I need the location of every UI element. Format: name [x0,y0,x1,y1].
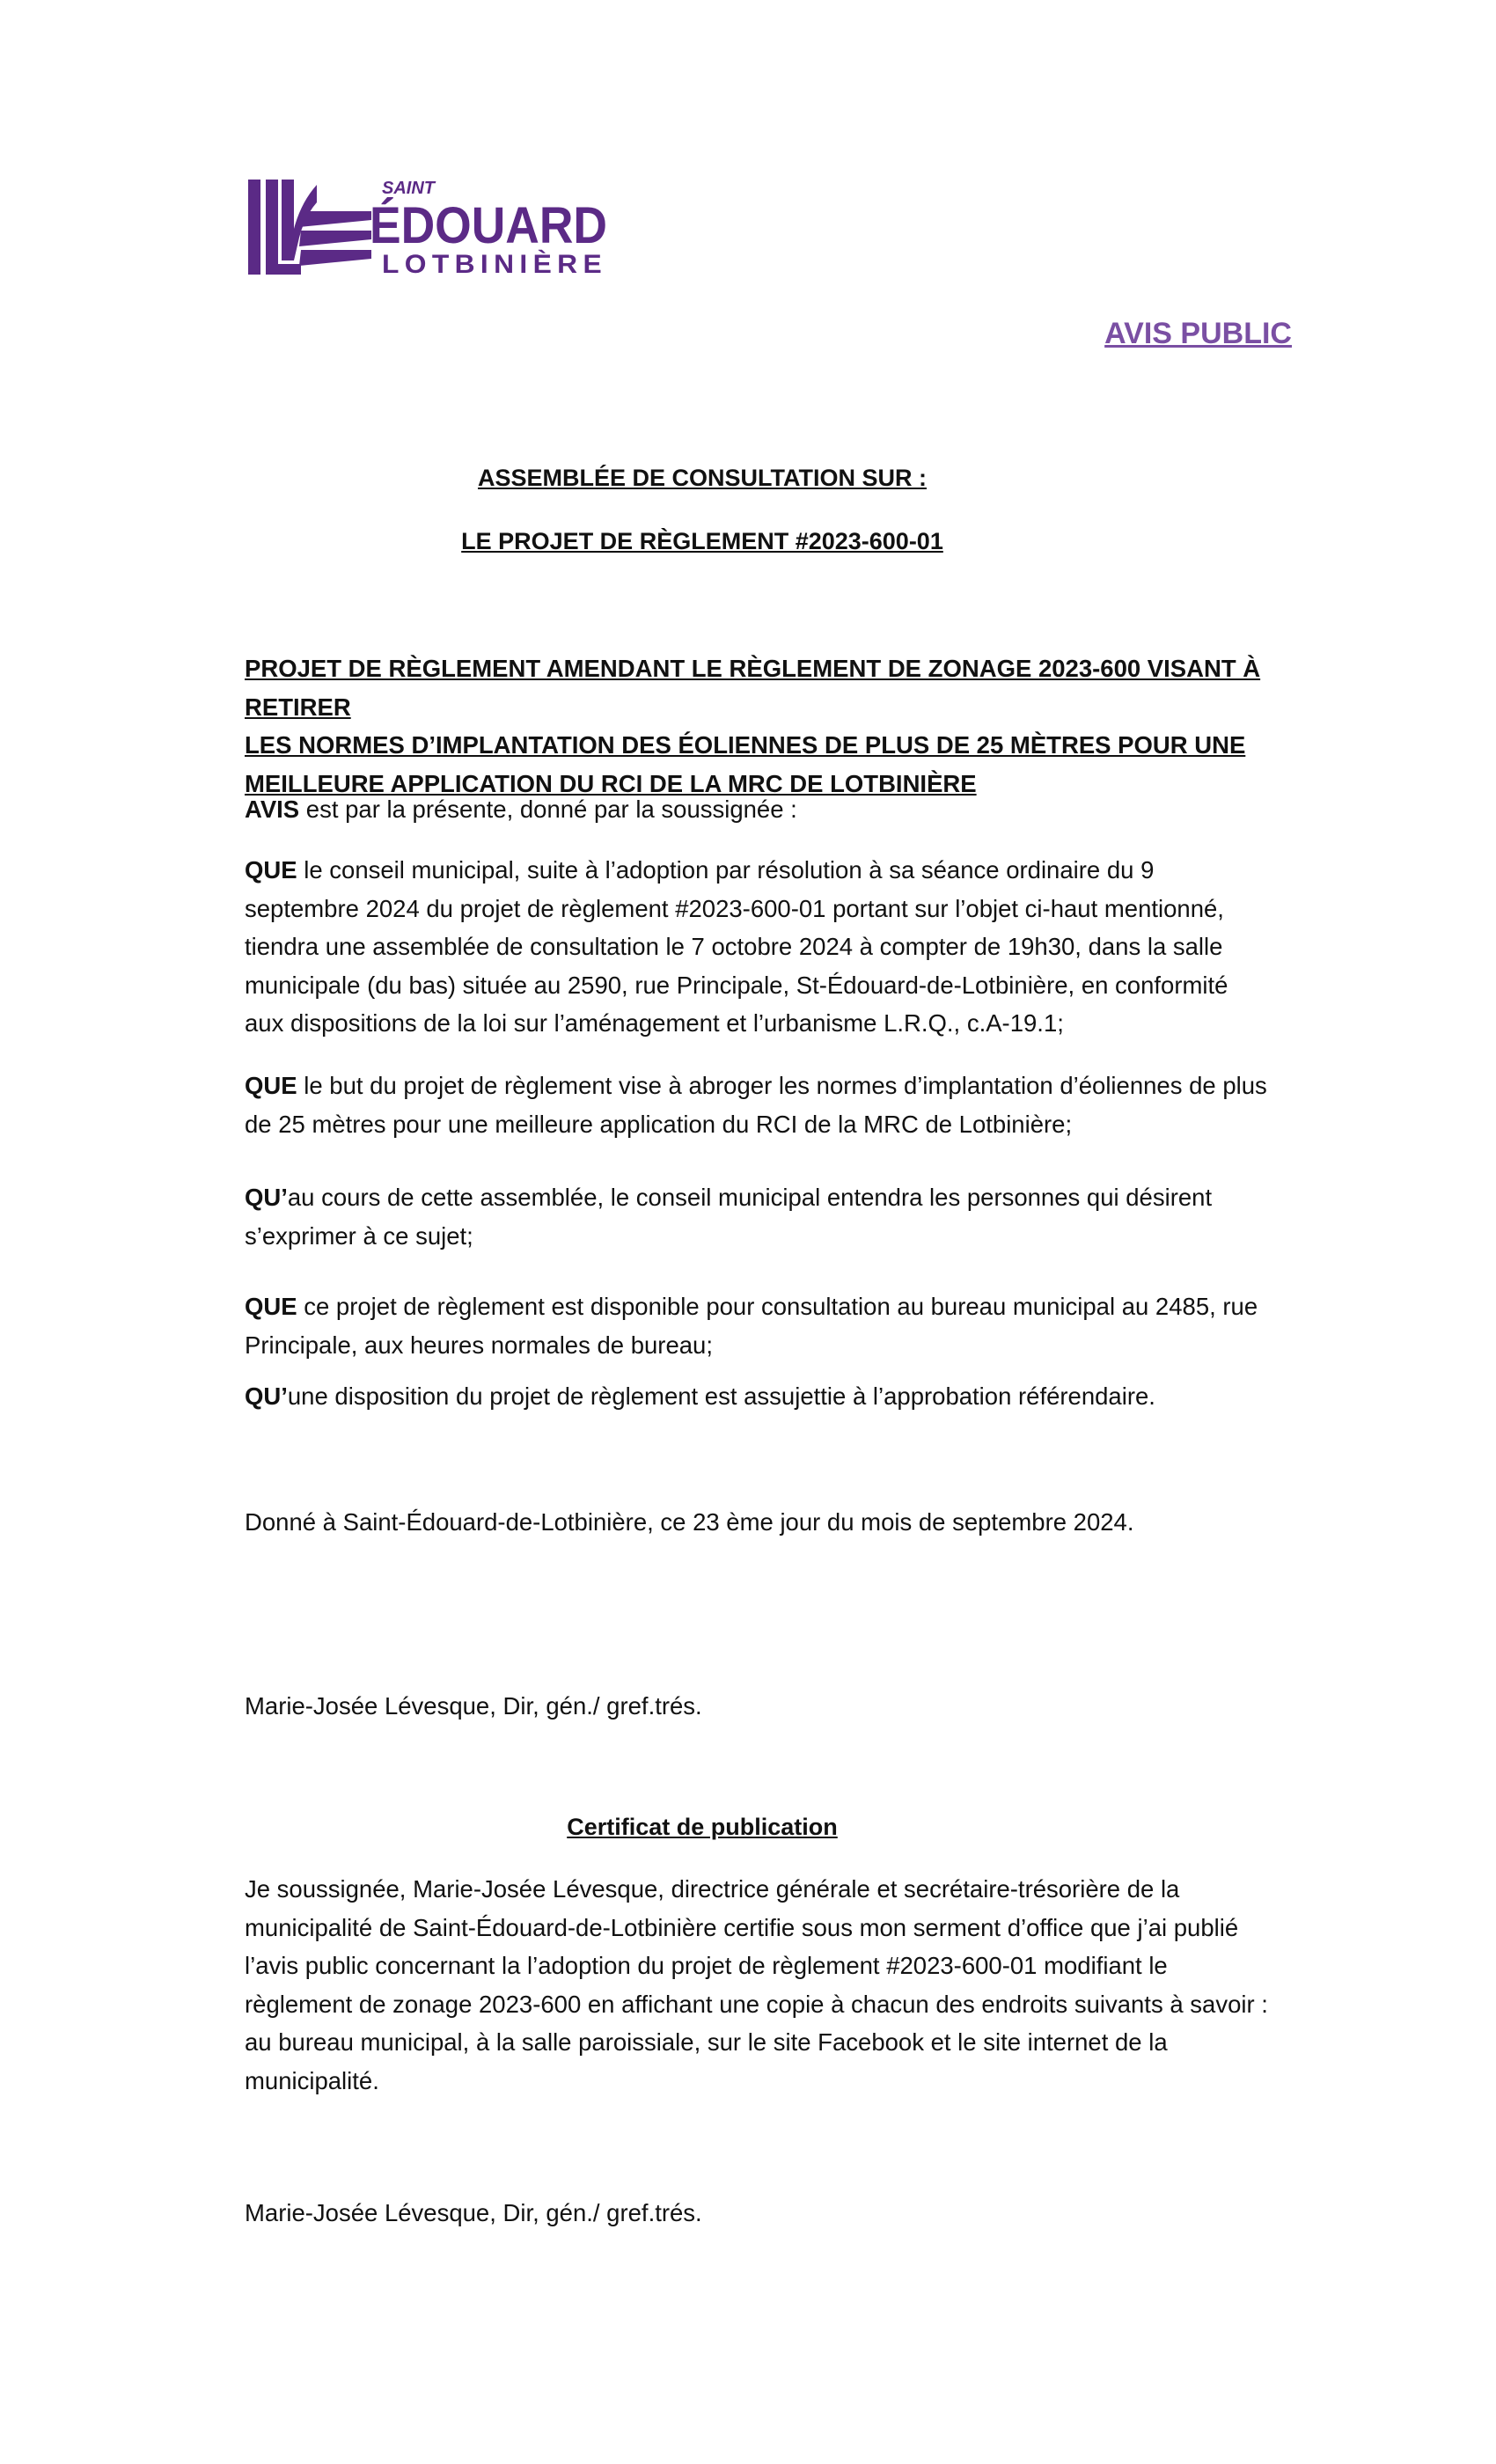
paragraph-text: s’exprimer à ce sujet; [245,1221,473,1250]
paragraph-text: au bureau municipal, à la salle paroissiale, sur le site Facebook et le site internet de la [245,2028,1168,2056]
paragraph-text: septembre 2024 du projet de règlement #2023-600-01 portant sur l’objet ci-haut mentionné, [245,894,1224,922]
paragraph-que-disponible [245,1287,1296,1364]
paragraph-text: tiendra une assemblée de consultation le 7 octobre 2024 à compter de 19h30, dans la salle [245,933,1223,960]
paragraph-avis [245,790,1296,829]
date-given: Donné à Saint-Édouard-de-Lotbinière, ce 23 ème jour du mois de septembre 2024. [245,1508,1134,1536]
paragraph-qu-assemblee [245,1178,1296,1255]
regulation-title-line: LES NORMES D’IMPLANTATION DES ÉOLIENNES DE PLUS DE 25 MÈTRES POUR UNE [245,731,1246,759]
keyword: AVIS [245,796,300,823]
saint-edouard-logo [248,176,618,282]
signature: Marie-Josée Lévesque, Dir, gén./ gref.trés. [245,1692,702,1720]
paragraph-text: au cours de cette assemblée, le conseil municipal entendra les personnes qui désirent [287,1184,1213,1211]
keyword: QUE [245,856,297,884]
paragraph-text: aux dispositions de la loi sur l’aménagement et l’urbanisme L.R.Q., c.A-19.1; [245,1009,1064,1037]
keyword: QU’ [245,1382,288,1410]
paragraph-text: une disposition du projet de règlement est assujettie à l’approbation référendaire. [287,1382,1155,1410]
regulation-title-line: PROJET DE RÈGLEMENT AMENDANT LE RÈGLEMENT DE ZONAGE 2023-600 VISANT À RETIRER [245,655,1261,721]
paragraph-que-but [245,1067,1296,1143]
certificat-heading: Certificat de publication [567,1814,838,1840]
keyword: QUE [245,1293,297,1320]
signature: Marie-Josée Lévesque, Dir, gén./ gref.trés. [245,2199,702,2226]
paragraph-text: municipale (du bas) située au 2590, rue Principale, St-Édouard-de-Lotbinière, en conformité [245,971,1228,999]
logo-saint-text: SAINT [382,179,435,198]
paragraph-text: Principale, aux heures normales de bureau; [245,1331,713,1359]
paragraph-text: est par la présente, donné par la soussignée : [299,796,797,823]
projet-heading: LE PROJET DE RÈGLEMENT #2023-600-01 [461,528,943,554]
paragraph-qu-disposition [245,1377,1296,1416]
keyword: QUE [245,1072,297,1099]
avis-public-heading: AVIS PUBLIC [1104,317,1292,350]
paragraph-text: l’avis public concernant la l’adoption du projet de règlement #2023-600-01 modifiant le [245,1952,1168,1979]
assemblee-heading: ASSEMBLÉE DE CONSULTATION SUR : [477,465,927,491]
regulation-title [245,649,1296,803]
keyword: QU’ [245,1184,288,1211]
paragraph-text: le conseil municipal, suite à l’adoption par résolution à sa séance ordinaire du 9 [297,856,1155,884]
paragraph-text: le but du projet de règlement vise à abroger les normes d’implantation d’éoliennes de plus [297,1072,1267,1099]
logo-lotbiniere-text: LOTBINIÈRE [382,250,595,279]
paragraph-text: municipalité de Saint-Édouard-de-Lotbinière certifie sous mon serment d’office que j’ai publié [245,1913,1239,1941]
certificate-paragraph [245,1870,1296,2100]
paragraph-text: municipalité. [245,2066,379,2094]
regulation-title-line: MEILLEURE APPLICATION DU RCI DE LA MRC DE LOTBINIÈRE [245,769,977,797]
paragraph-que-consultation [245,851,1296,1043]
logo-edouard-text: ÉDOUARD [370,197,607,254]
paragraph-text: ce projet de règlement est disponible pour consultation au bureau municipal au 2485, rue [297,1293,1258,1320]
paragraph-text: Je soussignée, Marie-Josée Lévesque, directrice générale et secrétaire-trésorière de la [245,1875,1180,1903]
paragraph-text: règlement de zonage 2023-600 en affichant une copie à chacun des endroits suivants à savoir : [245,1990,1268,2018]
paragraph-text: de 25 mètres pour une meilleure application du RCI de la MRC de Lotbinière; [245,1110,1073,1138]
